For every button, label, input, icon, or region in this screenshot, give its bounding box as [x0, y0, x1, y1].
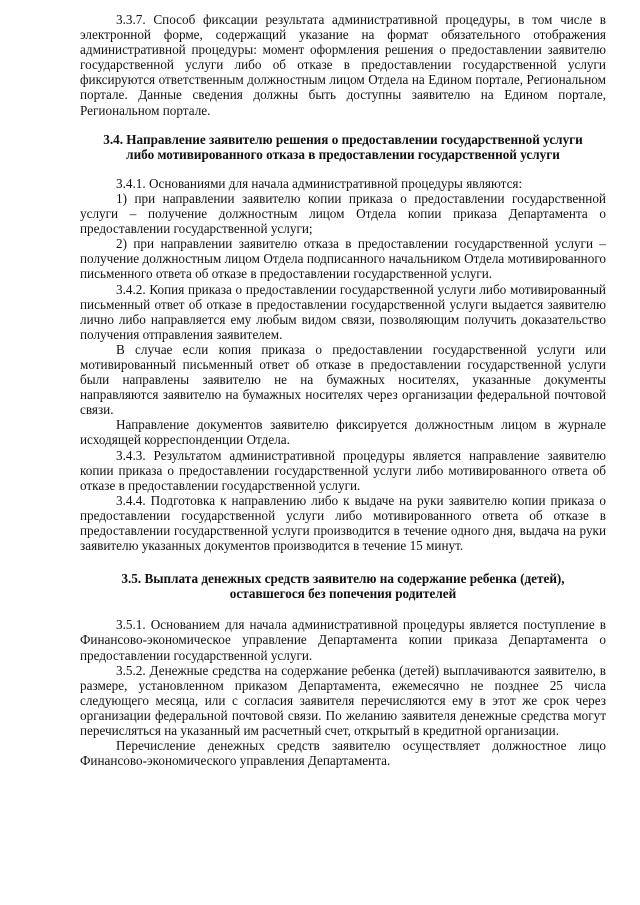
- section-heading-3-4-line1: 3.4. Направление заявителю решения о предоставлении государственной услуги: [103, 131, 583, 147]
- section-heading-3-5: [80, 571, 606, 601]
- paragraph-3-4-2-journal: Направление документов заявителю фиксируется должностным лицом в журнале исходящей корреспонденции Отдела.: [80, 417, 606, 448]
- paragraph-3-4-1-item-2: 2) при направлении заявителю отказа в предоставлении государственной услуги – получение должностным лицом Отдела подписанного начальником Отдела мотивированного письменного ответа об отказе в предоставлении государственной услуги.: [80, 236, 606, 282]
- section-heading-3-5-line1: 3.5. Выплата денежных средств заявителю на содержание ребенка (детей),: [121, 571, 565, 587]
- paragraph-3-4-2-case: В случае если копия приказа о предоставлении государственной услуги или мотивированный письменный ответ об отказе в предоставлении государственной услуги были направлены заявителю не на бумажных носителях, указанные документы направляются заявителю на бумажных носителях через организации федеральной почтовой связи.: [80, 341, 606, 418]
- section-heading-3-5-line2: оставшегося без попечения родителей: [229, 586, 457, 602]
- paragraph-3-4-4: 3.4.4. Подготовка к направлению либо к выдаче на руки заявителю копии приказа о предоставлении государственной услуги либо мотивированного ответа об отказе в предоставлении государственной услуги производится в течение одного дня, выдача на руки заявителю указанных документов производится в течение 15 минут.: [80, 492, 606, 554]
- section-heading-3-4: [80, 132, 606, 162]
- paragraph-3-4-3: 3.4.3. Результатом административной процедуры является направление заявителю копии приказа о предоставлении государственной услуги либо мотивированного ответа об отказе в предоставлении государственной услуги.: [80, 447, 606, 493]
- section-heading-3-4-line2: либо мотивированного отказа в предоставлении государственной услуги: [126, 146, 560, 162]
- paragraph-3-5-1: 3.5.1. Основанием для начала административной процедуры является поступление в Финансово-экономическое управление Департамента копии приказа Департамента о предоставлении государственной услуги.: [80, 617, 606, 663]
- paragraph-3-4-1-item-1: 1) при направлении заявителю копии приказа о предоставлении государственной услуги – получение должностным лицом Отдела копии приказа Департамента о предоставлении государственной услуги;: [80, 190, 606, 237]
- paragraph-3-4-2: 3.4.2. Копия приказа о предоставлении государственной услуги либо мотивированный письменный ответ об отказе в предоставлении государственной услуги выдается заявителю лично либо направляется ему любым видом связи, позволяющим получить доказательство получения отправления заявителем.: [80, 281, 606, 342]
- paragraph-3-5-2: 3.5.2. Денежные средства на содержание ребенка (детей) выплачиваются заявителю, в размере, установленном приказом Департамента, ежемесячно не позднее 25 числа следующего месяца, или с согласия заявителя перечисляются ему в этот же срок через организации федеральной почтовой связи. По желанию заявителя денежные средства могут перечисляться на указанный им расчетный счет, открытый в кредитной организации.: [80, 662, 606, 739]
- paragraph-3-4-1: 3.4.1. Основаниями для начала административной процедуры являются:: [116, 175, 523, 191]
- paragraph-3-5-2-transfer: Перечисление денежных средств заявителю осуществляет должностное лицо Финансово-экономического управления Департамента.: [80, 738, 606, 769]
- paragraph-3-3-7: 3.3.7. Способ фиксации результата административной процедуры, в том числе в электронной форме, содержащий указание на формат обязательного отображения административной процедуры: момент оформления решения о предоставлении заявителю государственной услуги либо об отказе в предоставлении государственной услуги фиксируются ответственным должностным лицом Отдела на Едином портале, Региональном портале. Данные сведения должны быть доступны заявителю на Едином портале, Региональном портале.: [80, 12, 606, 118]
